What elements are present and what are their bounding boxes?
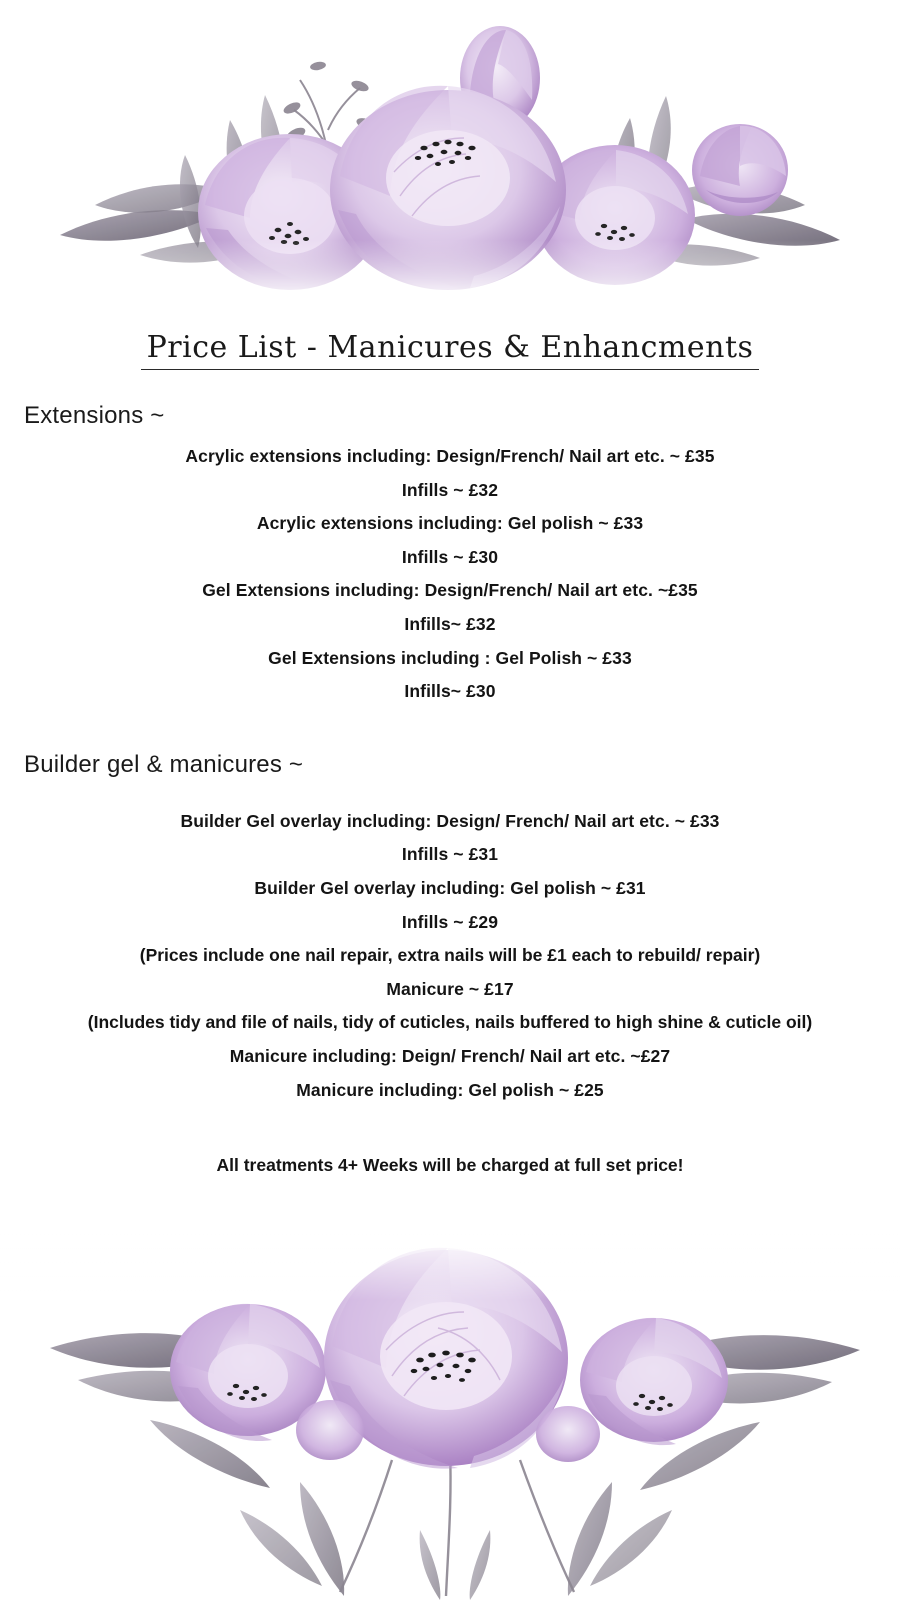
price-line: Acrylic extensions including: Gel polish ~ £33 xyxy=(256,513,644,534)
page-title: Price List - Manicures & Enhancments xyxy=(141,328,760,370)
price-note-line: (Prices include one nail repair, extra nails will be £1 each to rebuild/ repair) xyxy=(139,945,761,966)
price-line: Infills ~ £30 xyxy=(401,546,499,567)
price-line: Manicure ~ £17 xyxy=(386,978,514,999)
section-lines-extensions xyxy=(18,440,882,709)
footer-note: All treatments 4+ Weeks will be charged at full set price! xyxy=(216,1155,684,1176)
section-heading-builder-gel: Builder gel & manicures ~ xyxy=(24,750,304,778)
section-lines-builder-gel xyxy=(18,805,882,1107)
section-extensions xyxy=(18,402,882,709)
page-title-wrap xyxy=(0,328,900,370)
price-line: Builder Gel overlay including: Design/ French/ Nail art etc. ~ £33 xyxy=(180,810,720,831)
price-line: Manicure including: Deign/ French/ Nail art etc. ~£27 xyxy=(229,1045,671,1066)
price-line: Gel Extensions including: Design/French/ Nail art etc. ~£35 xyxy=(202,580,698,601)
price-line: Manicure including: Gel polish ~ £25 xyxy=(296,1079,604,1100)
price-line: Infills~ £32 xyxy=(404,613,496,634)
price-line: Infills~ £30 xyxy=(404,681,496,702)
section-builder-gel-manicures xyxy=(18,751,882,1107)
price-line: Infills ~ £32 xyxy=(401,479,499,500)
price-line: Gel Extensions including : Gel Polish ~ £33 xyxy=(268,647,632,668)
price-line: Infills ~ £29 xyxy=(401,911,499,932)
price-note-line: (Includes tidy and file of nails, tidy of cuticles, nails buffered to high shine & cuticle oil) xyxy=(87,1012,813,1033)
price-line: Builder Gel overlay including: Gel polish ~ £31 xyxy=(254,877,646,898)
floral-border-top xyxy=(0,0,900,300)
price-list-content xyxy=(0,376,900,1230)
floral-top-icon xyxy=(0,0,900,300)
price-line: Acrylic extensions including: Design/French/ Nail art etc. ~ £35 xyxy=(185,446,715,466)
floral-bottom-icon xyxy=(0,1230,900,1600)
price-line: Infills ~ £31 xyxy=(401,844,499,865)
section-heading-extensions: Extensions ~ xyxy=(24,402,165,429)
floral-border-bottom xyxy=(0,1230,900,1600)
